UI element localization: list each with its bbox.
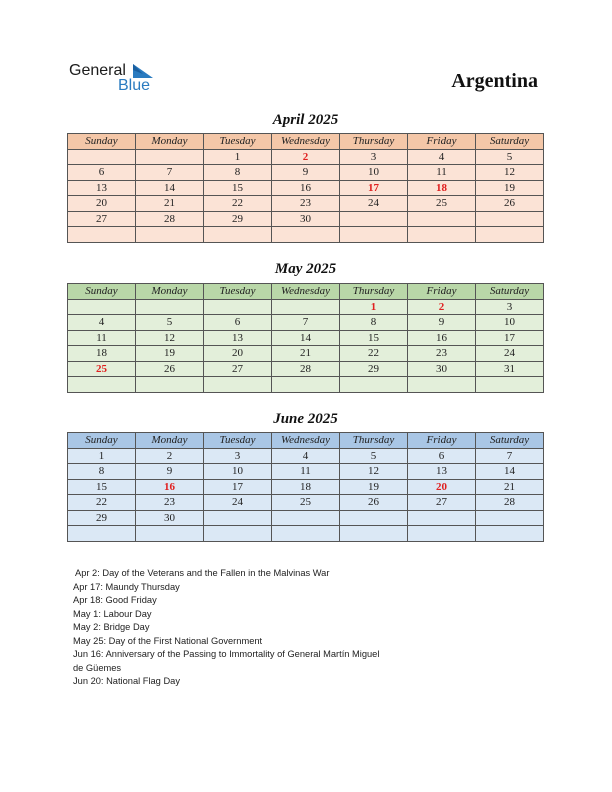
holiday-item: Apr 2: Day of the Veterans and the Fallen in the Malvinas War (75, 568, 330, 578)
week-row (68, 149, 544, 165)
day-cell: 22 (204, 196, 272, 212)
week-row (68, 464, 544, 480)
day-cell: 22 (340, 346, 408, 362)
flag-icon (133, 64, 153, 78)
day-cell: 26 (340, 495, 408, 511)
week-row (68, 196, 544, 212)
week-row (68, 479, 544, 495)
day-cell: 15 (204, 180, 272, 196)
day-cell (408, 227, 476, 243)
day-cell (68, 149, 136, 165)
day-cell: 2 (272, 149, 340, 165)
day-cell: 19 (340, 479, 408, 495)
day-cell: 20 (204, 346, 272, 362)
day-cell: 7 (272, 315, 340, 331)
day-cell: 26 (476, 196, 544, 212)
day-cell (204, 227, 272, 243)
day-cell: 5 (136, 315, 204, 331)
day-cell: 9 (408, 315, 476, 331)
day-cell: 3 (476, 299, 544, 315)
day-cell: 30 (408, 361, 476, 377)
week-row (68, 315, 544, 331)
day-cell: 17 (204, 479, 272, 495)
day-cell (68, 227, 136, 243)
month-title-april: April 2025 (272, 112, 339, 128)
day-cell (340, 510, 408, 526)
day-cell (136, 299, 204, 315)
day-cell: 10 (476, 315, 544, 331)
day-cell: 14 (476, 464, 544, 480)
day-cell: 19 (136, 346, 204, 362)
day-cell: 15 (68, 479, 136, 495)
day-cell: 18 (68, 346, 136, 362)
day-cell: 21 (476, 479, 544, 495)
weekday-header: Thursday (340, 284, 408, 300)
country-title: Argentina (451, 70, 538, 92)
weekday-header: Sunday (68, 134, 136, 150)
day-cell (272, 227, 340, 243)
day-cell: 29 (340, 361, 408, 377)
week-row (68, 526, 544, 542)
generalblue-logo (69, 62, 159, 96)
day-cell: 24 (476, 346, 544, 362)
day-cell: 8 (68, 464, 136, 480)
day-cell (68, 299, 136, 315)
day-cell (408, 211, 476, 227)
weekday-header: Thursday (340, 134, 408, 150)
day-cell: 1 (68, 448, 136, 464)
day-cell: 10 (204, 464, 272, 480)
day-cell (68, 526, 136, 542)
day-cell: 27 (408, 495, 476, 511)
day-cell: 1 (204, 149, 272, 165)
day-cell: 23 (136, 495, 204, 511)
day-cell (476, 211, 544, 227)
weekday-header: Sunday (68, 433, 136, 449)
day-cell (272, 299, 340, 315)
month-title-june: June 2025 (273, 411, 338, 427)
day-cell: 9 (136, 464, 204, 480)
day-cell: 21 (136, 196, 204, 212)
weekday-header: Wednesday (272, 134, 340, 150)
day-cell: 16 (272, 180, 340, 196)
day-cell: 1 (340, 299, 408, 315)
weekday-header: Tuesday (204, 433, 272, 449)
day-cell: 18 (408, 180, 476, 196)
weekday-header: Wednesday (272, 284, 340, 300)
day-cell: 11 (272, 464, 340, 480)
week-row (68, 448, 544, 464)
day-cell: 14 (136, 180, 204, 196)
day-cell: 7 (136, 165, 204, 181)
day-cell: 6 (204, 315, 272, 331)
weekday-header: Thursday (340, 433, 408, 449)
week-row (68, 495, 544, 511)
day-cell (408, 377, 476, 393)
weekday-header: Tuesday (204, 134, 272, 150)
day-cell: 19 (476, 180, 544, 196)
day-cell: 24 (204, 495, 272, 511)
week-row (68, 330, 544, 346)
day-cell: 28 (136, 211, 204, 227)
day-cell (204, 377, 272, 393)
day-cell: 29 (204, 211, 272, 227)
day-cell: 4 (272, 448, 340, 464)
day-cell (408, 526, 476, 542)
day-cell: 31 (476, 361, 544, 377)
day-cell: 5 (476, 149, 544, 165)
day-cell (204, 299, 272, 315)
day-cell (204, 510, 272, 526)
day-cell: 28 (272, 361, 340, 377)
holiday-item: Jun 20: National Flag Day (73, 676, 180, 686)
day-cell: 4 (68, 315, 136, 331)
day-cell (272, 510, 340, 526)
day-cell (476, 526, 544, 542)
day-cell: 18 (272, 479, 340, 495)
day-cell (476, 227, 544, 243)
day-cell: 9 (272, 165, 340, 181)
weekday-header: Saturday (476, 433, 544, 449)
holiday-item: Jun 16: Anniversary of the Passing to Immortality of General Martín Miguel (73, 649, 380, 659)
weekday-header: Wednesday (272, 433, 340, 449)
day-cell: 25 (68, 361, 136, 377)
day-cell: 24 (340, 196, 408, 212)
weekday-header: Monday (136, 134, 204, 150)
weekday-header: Friday (408, 433, 476, 449)
day-cell: 30 (136, 510, 204, 526)
week-row (68, 510, 544, 526)
day-cell: 20 (408, 479, 476, 495)
holiday-item: Apr 17: Maundy Thursday (73, 581, 180, 592)
holiday-item: May 2: Bridge Day (73, 622, 150, 632)
day-cell: 23 (408, 346, 476, 362)
day-cell: 5 (340, 448, 408, 464)
day-cell: 29 (68, 510, 136, 526)
day-cell (68, 377, 136, 393)
day-cell: 13 (204, 330, 272, 346)
day-cell: 21 (272, 346, 340, 362)
holiday-item: May 25: Day of the First National Government (73, 635, 263, 646)
day-cell (476, 510, 544, 526)
day-cell (476, 377, 544, 393)
day-cell (204, 526, 272, 542)
day-cell: 17 (340, 180, 408, 196)
day-cell: 20 (68, 196, 136, 212)
day-cell: 8 (204, 165, 272, 181)
day-cell: 12 (476, 165, 544, 181)
weekday-header: Tuesday (204, 284, 272, 300)
day-cell: 12 (136, 330, 204, 346)
day-cell: 8 (340, 315, 408, 331)
weekday-header: Saturday (476, 134, 544, 150)
week-row (68, 227, 544, 243)
day-cell (136, 149, 204, 165)
day-cell: 13 (68, 180, 136, 196)
day-cell: 2 (136, 448, 204, 464)
day-cell: 4 (408, 149, 476, 165)
weekday-header: Sunday (68, 284, 136, 300)
day-cell (340, 211, 408, 227)
day-cell (136, 227, 204, 243)
day-cell: 7 (476, 448, 544, 464)
weekday-header: Monday (136, 433, 204, 449)
day-cell: 17 (476, 330, 544, 346)
holiday-item: Apr 18: Good Friday (73, 595, 157, 605)
day-cell: 26 (136, 361, 204, 377)
weekday-header: Saturday (476, 284, 544, 300)
logo-text-blue: Blue (118, 77, 151, 94)
day-cell: 13 (408, 464, 476, 480)
day-cell: 16 (408, 330, 476, 346)
weekday-header: Friday (408, 134, 476, 150)
day-cell: 30 (272, 211, 340, 227)
day-cell (340, 526, 408, 542)
week-row (68, 346, 544, 362)
day-cell: 12 (340, 464, 408, 480)
day-cell: 11 (68, 330, 136, 346)
week-row (68, 377, 544, 393)
day-cell: 25 (408, 196, 476, 212)
day-cell: 27 (68, 211, 136, 227)
day-cell: 28 (476, 495, 544, 511)
day-cell: 3 (204, 448, 272, 464)
week-row (68, 165, 544, 181)
weekday-header: Friday (408, 284, 476, 300)
day-cell (340, 227, 408, 243)
day-cell: 15 (340, 330, 408, 346)
week-row (68, 361, 544, 377)
day-cell: 6 (408, 448, 476, 464)
week-row (68, 211, 544, 227)
day-cell (408, 510, 476, 526)
day-cell: 10 (340, 165, 408, 181)
day-cell: 14 (272, 330, 340, 346)
day-cell: 27 (204, 361, 272, 377)
day-cell (340, 377, 408, 393)
holiday-item: May 1: Labour Day (73, 608, 152, 619)
day-cell (136, 377, 204, 393)
day-cell: 22 (68, 495, 136, 511)
day-cell: 16 (136, 479, 204, 495)
weekday-header: Monday (136, 284, 204, 300)
calendar-june (67, 432, 544, 542)
week-row (68, 299, 544, 315)
day-cell (272, 377, 340, 393)
day-cell: 3 (340, 149, 408, 165)
day-cell (136, 526, 204, 542)
day-cell: 11 (408, 165, 476, 181)
month-title-may: May 2025 (274, 261, 337, 277)
day-cell: 23 (272, 196, 340, 212)
day-cell (272, 526, 340, 542)
calendar-april (67, 133, 544, 243)
day-cell: 25 (272, 495, 340, 511)
holiday-item: de Güemes (73, 662, 122, 673)
day-cell: 6 (68, 165, 136, 181)
logo-text-general: General (69, 62, 126, 79)
week-row (68, 180, 544, 196)
day-cell: 2 (408, 299, 476, 315)
holiday-list (73, 567, 453, 689)
calendar-may (67, 283, 544, 393)
